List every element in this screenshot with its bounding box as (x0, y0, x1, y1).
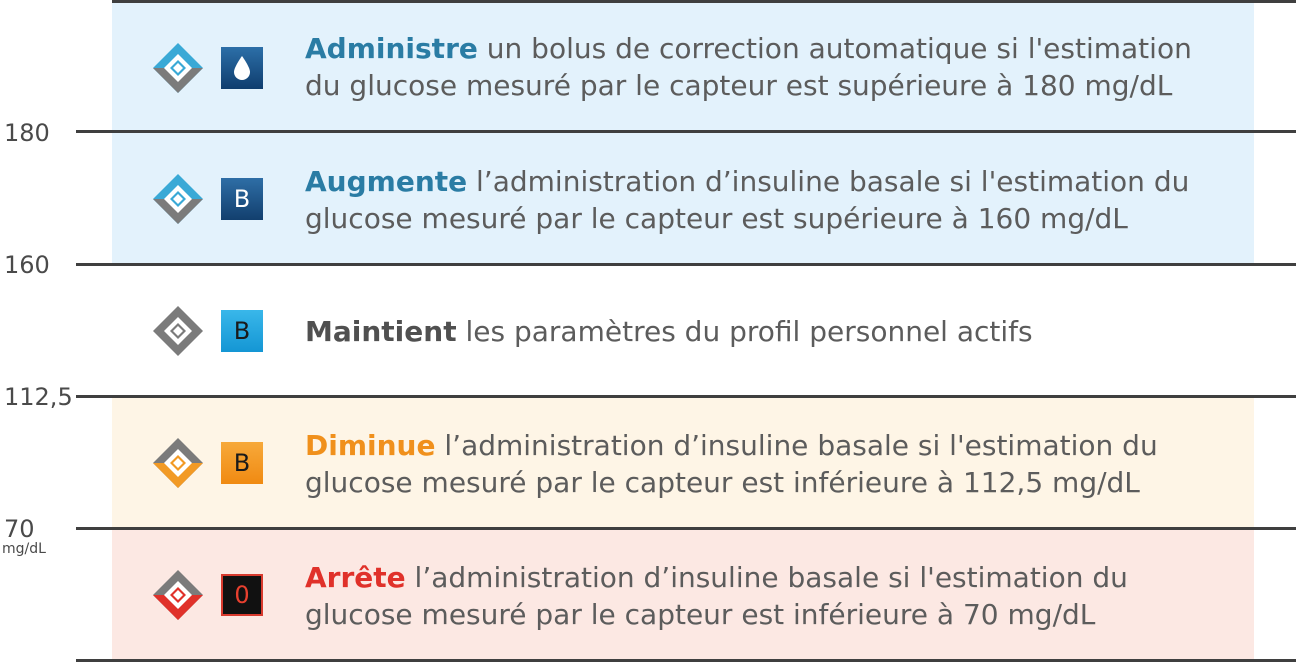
control-iq-diamond-blue-icon (153, 43, 203, 93)
maintain-basal-icon: B (221, 310, 263, 352)
action-keyword: Arrête (305, 561, 406, 594)
row-description-correction-bolus (305, 30, 1235, 104)
row-maintain-settings (112, 265, 1254, 397)
row-description-stop-basal (305, 559, 1235, 633)
row-correction-bolus (112, 1, 1254, 133)
tick-label-180: 180 (4, 119, 50, 147)
control-iq-diamond-gray-icon (153, 306, 203, 356)
row-description-maintain (305, 313, 1235, 350)
control-iq-diamond-red-icon (153, 570, 203, 620)
row-description-decrease-basal (305, 427, 1235, 501)
action-keyword: Maintient (305, 315, 457, 348)
action-description: les paramètres du profil personnel actifs (456, 315, 1033, 348)
action-description: l’administration d’insuline basale si l'estimation du glucose mesuré par le capteur est supérieure à 160 mg/dL (305, 165, 1190, 235)
control-iq-diamond-blue-icon (153, 174, 203, 224)
increase-basal-icon: B (221, 178, 263, 220)
tick-label-70: 70 (4, 515, 35, 543)
action-keyword: Administre (305, 32, 478, 65)
action-keyword: Diminue (305, 429, 436, 462)
control-iq-diamond-orange-icon (153, 438, 203, 488)
action-description: un bolus de correction automatique si l'estimation du glucose mesuré par le capteur est supérieure à 180 mg/dL (305, 32, 1192, 102)
axis-unit-label: mg/dL (2, 541, 46, 557)
action-description: l’administration d’insuline basale si l'estimation du glucose mesuré par le capteur est inférieure à 112,5 mg/dL (305, 429, 1158, 499)
correction-bolus-drop-icon (221, 47, 263, 89)
row-decrease-basal (112, 397, 1254, 529)
row-increase-basal (112, 133, 1254, 265)
action-keyword: Augmente (305, 165, 468, 198)
tick-label-112-5: 112,5 (4, 383, 73, 411)
decrease-basal-icon: B (221, 442, 263, 484)
action-description: l’administration d’insuline basale si l'estimation du glucose mesuré par le capteur est inférieure à 70 mg/dL (305, 561, 1128, 631)
stop-basal-icon: 0 (221, 574, 263, 616)
row-description-increase-basal (305, 163, 1235, 237)
tick-label-160: 160 (4, 251, 50, 279)
row-stop-basal (112, 529, 1254, 661)
